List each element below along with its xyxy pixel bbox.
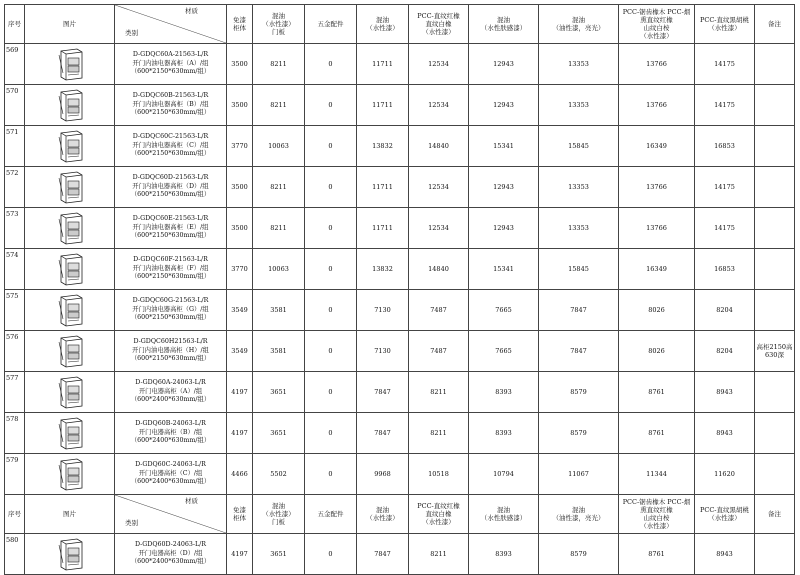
price-cell-1: 8211 bbox=[253, 208, 305, 249]
description-line: （600*2150*630mm/组） bbox=[130, 150, 211, 158]
col-header-3: 混油 （水性漆） bbox=[357, 5, 409, 44]
price-cell-8: 8204 bbox=[695, 331, 755, 372]
row-description bbox=[115, 44, 227, 85]
price-cell-1: 5502 bbox=[253, 454, 305, 495]
price-cell-6: 13353 bbox=[539, 85, 619, 126]
row-image bbox=[25, 167, 115, 208]
col-header-6: 混油 （油性漆，亮光） bbox=[539, 5, 619, 44]
description-line: 开门内油电器高柜（A）/组 bbox=[132, 59, 209, 67]
price-cell-6: 13353 bbox=[539, 44, 619, 85]
cabinet-thumbnail-icon bbox=[55, 211, 85, 245]
price-cell-1: 10063 bbox=[253, 126, 305, 167]
row-description bbox=[115, 372, 227, 413]
price-cell-3: 11711 bbox=[357, 167, 409, 208]
price-cell-2: 0 bbox=[305, 454, 357, 495]
price-cell-6: 13353 bbox=[539, 208, 619, 249]
description-line: （600*2150*630mm/组） bbox=[130, 191, 211, 199]
seq-header: 序号 bbox=[5, 5, 25, 44]
table-row bbox=[5, 208, 795, 249]
price-cell-1: 8211 bbox=[253, 167, 305, 208]
price-cell-2: 0 bbox=[305, 249, 357, 290]
cabinet-thumbnail-icon bbox=[55, 252, 85, 286]
price-cell-7: 13766 bbox=[619, 208, 695, 249]
price-cell-0: 3500 bbox=[227, 85, 253, 126]
price-cell-3: 11711 bbox=[357, 208, 409, 249]
price-cell-5: 7665 bbox=[469, 290, 539, 331]
price-cell-4: 8211 bbox=[409, 413, 469, 454]
col-header-4: PCC-直纹红橡 直纹白橡 （水性漆） bbox=[409, 5, 469, 44]
repeat-col-header-9: 备注 bbox=[755, 495, 795, 534]
price-cell-0: 4197 bbox=[227, 372, 253, 413]
price-cell-9 bbox=[755, 454, 795, 495]
repeat-col-header-8: PCC-直纹黑胡桃 （水性漆） bbox=[695, 495, 755, 534]
col-header-7: PCC-锯齿橡木 PCC-烟 熏直纹红橡 山纹白桉 （水性漆） bbox=[619, 5, 695, 44]
price-cell-5: 12943 bbox=[469, 208, 539, 249]
description-line: D-GDQ60C-24063-L/R bbox=[135, 461, 206, 469]
price-cell-6: 7847 bbox=[539, 331, 619, 372]
repeat-col-header-0: 免漆 柜体 bbox=[227, 495, 253, 534]
row-image bbox=[25, 85, 115, 126]
table-row bbox=[5, 454, 795, 495]
price-cell-3: 7130 bbox=[357, 290, 409, 331]
price-cell-9 bbox=[755, 126, 795, 167]
col-header-9: 备注 bbox=[755, 5, 795, 44]
description-line: D-GDQ60A-24063-L/R bbox=[135, 379, 206, 387]
row-image bbox=[25, 126, 115, 167]
price-cell-6: 11067 bbox=[539, 454, 619, 495]
price-cell-7: 16349 bbox=[619, 126, 695, 167]
row-seq: 575 bbox=[5, 290, 25, 331]
price-cell-3: 13832 bbox=[357, 126, 409, 167]
price-cell-2: 0 bbox=[305, 44, 357, 85]
price-cell-4: 12534 bbox=[409, 208, 469, 249]
price-cell-5: 10794 bbox=[469, 454, 539, 495]
price-cell-1: 10063 bbox=[253, 249, 305, 290]
price-cell-9: 高柜2150高630深 bbox=[755, 331, 795, 372]
row-description bbox=[115, 126, 227, 167]
repeat-col-header-6: 混油 （油性漆，亮光） bbox=[539, 495, 619, 534]
description-line: 开门电器高柜（D）/组 bbox=[138, 549, 203, 557]
price-cell-6: 15845 bbox=[539, 126, 619, 167]
table-row bbox=[5, 290, 795, 331]
description-line: 开门内油电器高柜（E）/组 bbox=[132, 223, 209, 231]
category-label: 类别 bbox=[125, 519, 138, 527]
price-cell-1: 3651 bbox=[253, 534, 305, 575]
price-cell-6: 7847 bbox=[539, 290, 619, 331]
price-cell-5: 12943 bbox=[469, 44, 539, 85]
table-row bbox=[5, 372, 795, 413]
price-cell-8: 11620 bbox=[695, 454, 755, 495]
description-line: 开门电器高柜（A）/组 bbox=[138, 387, 203, 395]
row-seq: 573 bbox=[5, 208, 25, 249]
price-cell-7: 13766 bbox=[619, 167, 695, 208]
price-cell-6: 8579 bbox=[539, 413, 619, 454]
table-row bbox=[5, 85, 795, 126]
row-description bbox=[115, 413, 227, 454]
description-line: （600*2400*630mm/组） bbox=[130, 478, 211, 486]
price-cell-4: 12534 bbox=[409, 167, 469, 208]
row-image bbox=[25, 413, 115, 454]
row-description bbox=[115, 534, 227, 575]
col-header-2: 五金配件 bbox=[305, 5, 357, 44]
material-category-header bbox=[115, 5, 227, 44]
description-line: 开门内油电器高柜（B）/组 bbox=[132, 100, 209, 108]
description-line: （600*2150*630mm/组） bbox=[130, 68, 211, 76]
repeat-col-header-7: PCC-锯齿橡木 PCC-烟 熏直纹红橡 山纹白桉 （水性漆） bbox=[619, 495, 695, 534]
price-cell-0: 3500 bbox=[227, 208, 253, 249]
cabinet-thumbnail-icon bbox=[55, 129, 85, 163]
table-row bbox=[5, 413, 795, 454]
description-line: （600*2150*630mm/组） bbox=[130, 273, 211, 281]
repeat-material-category-header bbox=[115, 495, 227, 534]
row-image bbox=[25, 290, 115, 331]
price-cell-3: 11711 bbox=[357, 85, 409, 126]
description-line: D-GDQC60G-21563-L/R bbox=[132, 297, 209, 305]
repeat-col-header-2: 五金配件 bbox=[305, 495, 357, 534]
row-description bbox=[115, 208, 227, 249]
price-cell-6: 15845 bbox=[539, 249, 619, 290]
col-header-8: PCC-直纹黑胡桃 （水性漆） bbox=[695, 5, 755, 44]
description-line: （600*2150*630mm/组） bbox=[130, 355, 211, 363]
row-image bbox=[25, 534, 115, 575]
repeat-col-header-5: 混油 （水性肤感漆） bbox=[469, 495, 539, 534]
price-cell-2: 0 bbox=[305, 413, 357, 454]
cabinet-thumbnail-icon bbox=[55, 88, 85, 122]
price-cell-4: 10518 bbox=[409, 454, 469, 495]
repeat-seq-header: 序号 bbox=[5, 495, 25, 534]
price-cell-3: 7130 bbox=[357, 331, 409, 372]
price-cell-3: 7847 bbox=[357, 372, 409, 413]
price-cell-7: 13766 bbox=[619, 85, 695, 126]
material-label: 材质 bbox=[185, 497, 198, 505]
description-line: （600*2150*630mm/组） bbox=[130, 314, 211, 322]
description-line: （600*2400*630mm/组） bbox=[130, 437, 211, 445]
description-line: 开门内油电器高柜（C）/组 bbox=[132, 141, 209, 149]
description-line: D-GDQC60D-21563-L/R bbox=[132, 174, 209, 182]
row-description bbox=[115, 167, 227, 208]
price-cell-4: 14840 bbox=[409, 126, 469, 167]
price-cell-2: 0 bbox=[305, 208, 357, 249]
cabinet-thumbnail-icon bbox=[55, 334, 85, 368]
cabinet-thumbnail-icon bbox=[55, 293, 85, 327]
price-cell-4: 8211 bbox=[409, 372, 469, 413]
price-cell-0: 3770 bbox=[227, 126, 253, 167]
price-table bbox=[4, 4, 795, 575]
description-line: D-GDQC60C-21563-L/R bbox=[132, 133, 209, 141]
price-cell-1: 8211 bbox=[253, 44, 305, 85]
price-cell-9 bbox=[755, 249, 795, 290]
row-seq: 576 bbox=[5, 331, 25, 372]
repeat-image-header: 图片 bbox=[25, 495, 115, 534]
table-row bbox=[5, 126, 795, 167]
price-cell-1: 3581 bbox=[253, 290, 305, 331]
table-row bbox=[5, 167, 795, 208]
price-cell-9 bbox=[755, 85, 795, 126]
price-cell-7: 8761 bbox=[619, 413, 695, 454]
price-cell-4: 12534 bbox=[409, 44, 469, 85]
price-cell-6: 8579 bbox=[539, 372, 619, 413]
price-cell-7: 8761 bbox=[619, 534, 695, 575]
price-cell-6: 13353 bbox=[539, 167, 619, 208]
description-line: D-GDQC60H21563-L/R bbox=[133, 338, 208, 346]
price-cell-0: 3500 bbox=[227, 44, 253, 85]
price-cell-3: 13832 bbox=[357, 249, 409, 290]
table-row bbox=[5, 44, 795, 85]
price-cell-5: 8393 bbox=[469, 534, 539, 575]
price-cell-9 bbox=[755, 290, 795, 331]
price-cell-8: 14175 bbox=[695, 167, 755, 208]
col-header-0: 免漆 柜体 bbox=[227, 5, 253, 44]
cabinet-thumbnail-icon bbox=[55, 375, 85, 409]
description-line: D-GDQ60B-24063-L/R bbox=[135, 420, 206, 428]
price-cell-8: 8204 bbox=[695, 290, 755, 331]
price-cell-2: 0 bbox=[305, 167, 357, 208]
price-cell-8: 8943 bbox=[695, 372, 755, 413]
row-description bbox=[115, 331, 227, 372]
material-label: 材质 bbox=[185, 7, 198, 15]
row-image bbox=[25, 208, 115, 249]
description-line: （600*2150*630mm/组） bbox=[130, 109, 211, 117]
price-cell-4: 8211 bbox=[409, 534, 469, 575]
description-line: （600*2150*630mm/组） bbox=[130, 232, 211, 240]
price-cell-7: 13766 bbox=[619, 44, 695, 85]
price-cell-3: 7847 bbox=[357, 413, 409, 454]
price-cell-1: 3651 bbox=[253, 413, 305, 454]
col-header-1: 混油 （水性漆） 门板 bbox=[253, 5, 305, 44]
price-cell-5: 15341 bbox=[469, 126, 539, 167]
description-line: D-GDQC60F-21563-L/R bbox=[133, 256, 208, 264]
price-cell-9 bbox=[755, 208, 795, 249]
description-line: D-GDQC60B-21563-L/R bbox=[132, 92, 209, 100]
row-description bbox=[115, 454, 227, 495]
price-cell-9 bbox=[755, 44, 795, 85]
description-line: 开门内油电器高柜（D）/组 bbox=[132, 182, 209, 190]
row-seq: 580 bbox=[5, 534, 25, 575]
cabinet-thumbnail-icon bbox=[55, 457, 85, 491]
image-header: 图片 bbox=[25, 5, 115, 44]
price-cell-5: 7665 bbox=[469, 331, 539, 372]
price-cell-2: 0 bbox=[305, 85, 357, 126]
table-row bbox=[5, 249, 795, 290]
price-cell-4: 14840 bbox=[409, 249, 469, 290]
price-cell-2: 0 bbox=[305, 372, 357, 413]
price-cell-0: 4466 bbox=[227, 454, 253, 495]
row-seq: 571 bbox=[5, 126, 25, 167]
price-cell-9 bbox=[755, 534, 795, 575]
repeat-col-header-1: 混油 （水性漆） 门板 bbox=[253, 495, 305, 534]
price-cell-8: 8943 bbox=[695, 413, 755, 454]
price-cell-4: 7487 bbox=[409, 331, 469, 372]
price-cell-2: 0 bbox=[305, 126, 357, 167]
price-cell-8: 14175 bbox=[695, 44, 755, 85]
row-image bbox=[25, 372, 115, 413]
price-cell-2: 0 bbox=[305, 331, 357, 372]
price-cell-0: 4197 bbox=[227, 534, 253, 575]
price-cell-4: 12534 bbox=[409, 85, 469, 126]
price-cell-7: 8761 bbox=[619, 372, 695, 413]
description-line: D-GDQ60D-24063-L/R bbox=[134, 541, 207, 549]
description-line: （600*2400*630mm/组） bbox=[130, 558, 211, 566]
description-line: 开门内油电器高柜（F）/组 bbox=[132, 264, 209, 272]
table-row bbox=[5, 331, 795, 372]
row-seq: 579 bbox=[5, 454, 25, 495]
price-cell-1: 3651 bbox=[253, 372, 305, 413]
price-cell-0: 4197 bbox=[227, 413, 253, 454]
row-seq: 577 bbox=[5, 372, 25, 413]
price-cell-2: 0 bbox=[305, 534, 357, 575]
row-description bbox=[115, 85, 227, 126]
row-seq: 574 bbox=[5, 249, 25, 290]
repeat-col-header-4: PCC-直纹红橡 直纹白橡 （水性漆） bbox=[409, 495, 469, 534]
description-line: D-GDQC60A-21563-L/R bbox=[132, 51, 209, 59]
description-line: D-GDQC60E-21563-L/R bbox=[132, 215, 209, 223]
price-cell-7: 16349 bbox=[619, 249, 695, 290]
repeat-col-header-3: 混油 （水性漆） bbox=[357, 495, 409, 534]
price-cell-8: 14175 bbox=[695, 85, 755, 126]
price-cell-6: 8579 bbox=[539, 534, 619, 575]
price-cell-0: 3549 bbox=[227, 331, 253, 372]
price-cell-7: 8026 bbox=[619, 290, 695, 331]
row-image bbox=[25, 249, 115, 290]
price-cell-4: 7487 bbox=[409, 290, 469, 331]
price-cell-5: 8393 bbox=[469, 372, 539, 413]
price-cell-8: 8943 bbox=[695, 534, 755, 575]
price-cell-0: 3770 bbox=[227, 249, 253, 290]
price-cell-8: 14175 bbox=[695, 208, 755, 249]
description-line: 开门电器高柜（B）/组 bbox=[138, 428, 203, 436]
description-line: 开门内油电器高柜（H）/组 bbox=[132, 346, 209, 354]
row-seq: 572 bbox=[5, 167, 25, 208]
price-cell-7: 11344 bbox=[619, 454, 695, 495]
cabinet-thumbnail-icon bbox=[55, 170, 85, 204]
price-cell-9 bbox=[755, 167, 795, 208]
price-cell-3: 7847 bbox=[357, 534, 409, 575]
price-cell-8: 16853 bbox=[695, 126, 755, 167]
cabinet-thumbnail-icon bbox=[55, 416, 85, 450]
row-seq: 570 bbox=[5, 85, 25, 126]
price-cell-7: 8026 bbox=[619, 331, 695, 372]
price-cell-1: 3581 bbox=[253, 331, 305, 372]
price-cell-3: 11711 bbox=[357, 44, 409, 85]
row-image bbox=[25, 331, 115, 372]
description-line: 开门电器高柜（C）/组 bbox=[138, 469, 203, 477]
description-line: 开门内油电器高柜（G）/组 bbox=[132, 305, 209, 313]
price-cell-3: 9968 bbox=[357, 454, 409, 495]
price-cell-9 bbox=[755, 413, 795, 454]
row-description bbox=[115, 249, 227, 290]
category-label: 类别 bbox=[125, 29, 138, 37]
price-cell-5: 12943 bbox=[469, 85, 539, 126]
row-seq: 578 bbox=[5, 413, 25, 454]
price-cell-8: 16853 bbox=[695, 249, 755, 290]
price-cell-5: 8393 bbox=[469, 413, 539, 454]
price-cell-9 bbox=[755, 372, 795, 413]
row-image bbox=[25, 44, 115, 85]
price-cell-2: 0 bbox=[305, 290, 357, 331]
description-line: （600*2400*630mm/组） bbox=[130, 396, 211, 404]
row-seq: 569 bbox=[5, 44, 25, 85]
price-cell-5: 15341 bbox=[469, 249, 539, 290]
table-row bbox=[5, 534, 795, 575]
row-image bbox=[25, 454, 115, 495]
col-header-5: 混油 （水性肤感漆） bbox=[469, 5, 539, 44]
cabinet-thumbnail-icon bbox=[55, 47, 85, 81]
price-cell-1: 8211 bbox=[253, 85, 305, 126]
price-cell-0: 3500 bbox=[227, 167, 253, 208]
row-description bbox=[115, 290, 227, 331]
price-cell-5: 12943 bbox=[469, 167, 539, 208]
price-cell-0: 3549 bbox=[227, 290, 253, 331]
